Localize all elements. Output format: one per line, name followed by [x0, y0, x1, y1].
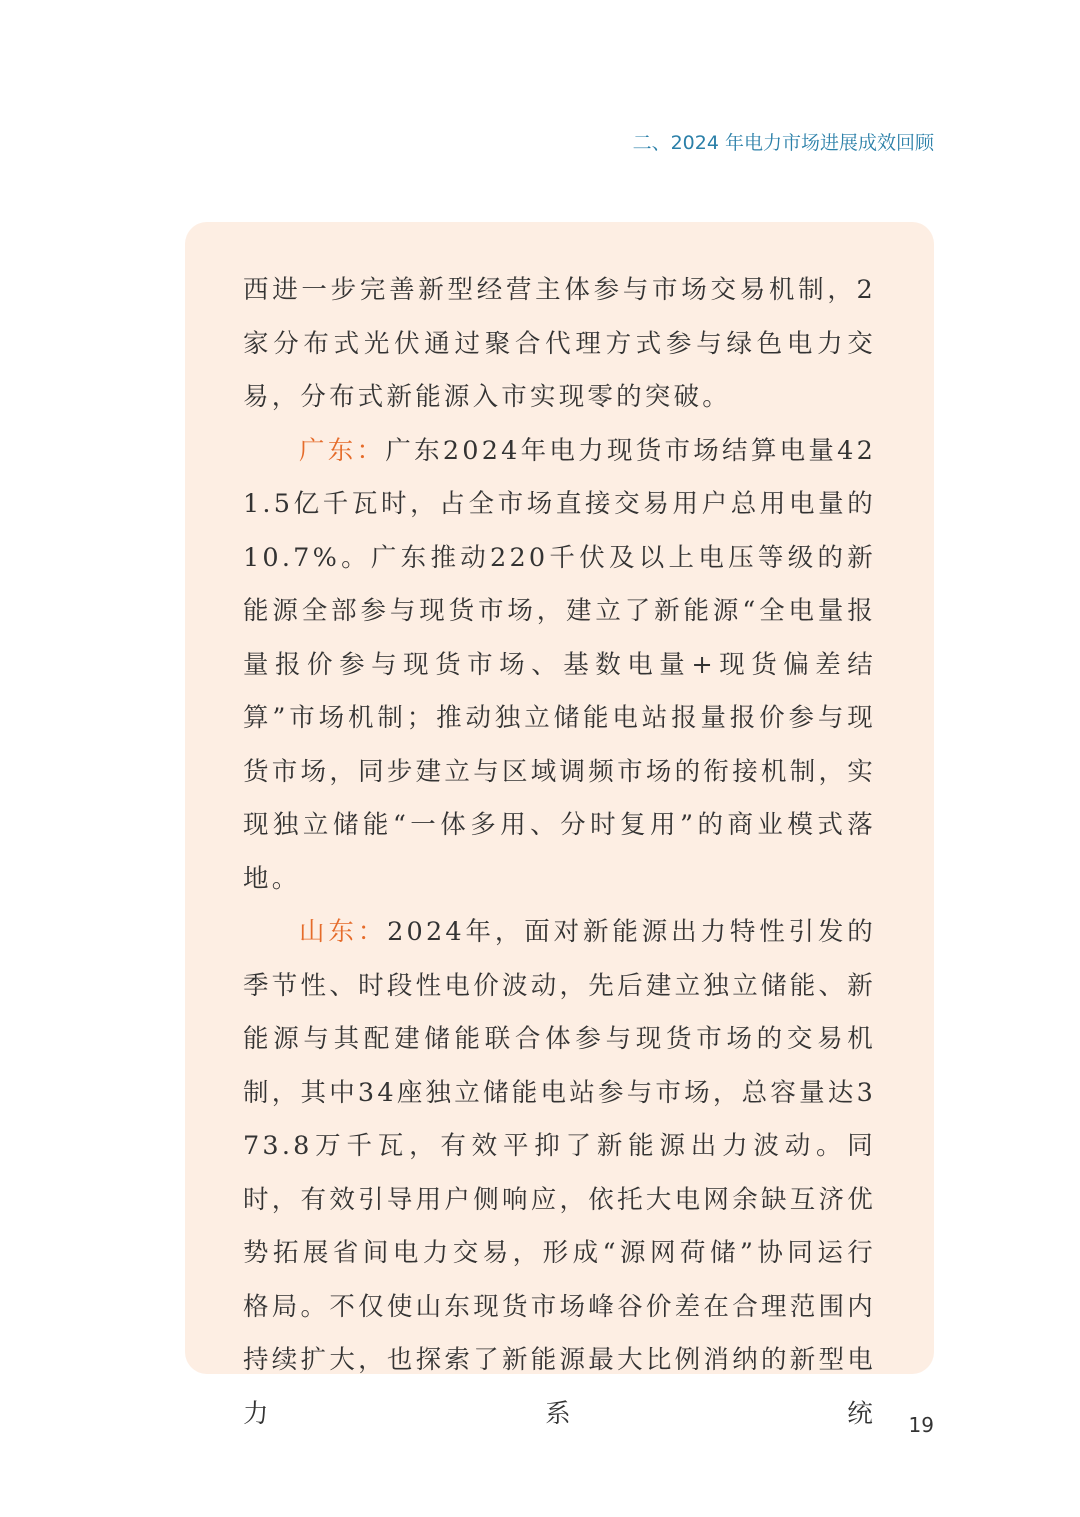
paragraph-guangdong-text: 广东2024年电力现货市场结算电量421.5亿千瓦时，占全市场直接交易用户总用电量的10.7%。广东推动220千伏及以上电压等级的新能源全部参与现货市场，建立了新能源“全电量报量报价参与现货市场、基数电量+现货偏差结算”市场机制；推动独立储能电站报量报价参与现货市场，同步建立与区域调频市场的衔接机制，实现独立储能“一体多用、分时复用”的商业模式落地。: [243, 435, 876, 894]
paragraph-continued: [243, 264, 876, 425]
paragraph-shandong: [243, 906, 876, 1441]
paragraph-shandong-text: 2024年，面对新能源出力特性引发的季节性、时段性电价波动，先后建立独立储能、新能源与其配建储能联合体参与现货市场的交易机制，其中34座独立储能电站参与市场，总容量达373.8万千瓦，有效平抑了新能源出力波动。同时，有效引导用户侧响应，依托大电网余缺互济优势拓展省间电力交易，形成“源网荷储”协同运行格局。不仅使山东现货市场峰谷价差在合理范围内持续扩大，也探索了新能源最大比例消纳的新型电力系统: [243, 917, 877, 1429]
running-header: 二、2024 年电力市场进展成效回顾: [632, 132, 934, 154]
paragraph-guangdong: [243, 425, 876, 907]
region-label-guangdong: 广东：: [299, 435, 386, 466]
region-label-shandong: 山东：: [299, 917, 388, 947]
paragraph-continued-text: 西进一步完善新型经营主体参与市场交易机制，2家分布式光伏通过聚合代理方式参与绿色电力交易，分布式新能源入市实现零的突破。: [243, 275, 876, 412]
page-number: 19: [908, 1413, 934, 1437]
